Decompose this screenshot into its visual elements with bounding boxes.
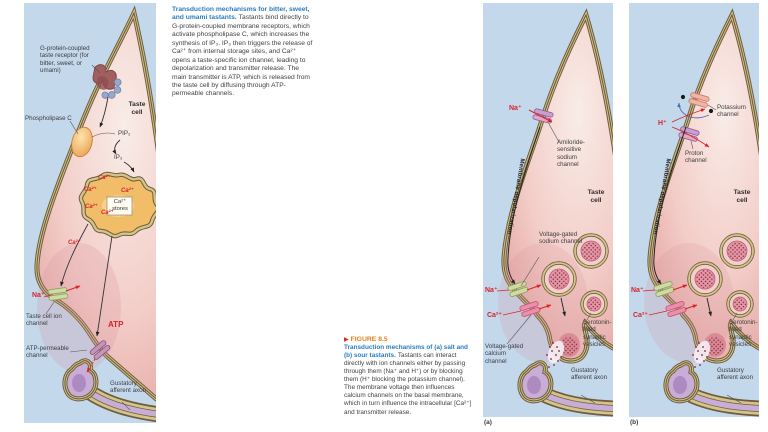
vg-calcium-channel-label: Voltage-gated calcium channel <box>485 343 524 365</box>
gustatory-axon-label: Gustatory afferent axon <box>110 380 147 395</box>
ca-ion-label: Ca²⁺ <box>84 187 97 193</box>
caption-title: Transduction mechanisms for bitter, sweet, and umami tastants. <box>172 6 310 22</box>
caption-figure-8-5 <box>344 336 472 417</box>
na-ion-label: Na⁺ <box>631 287 644 294</box>
pip2-label: PIP₂ <box>118 130 131 137</box>
serotonin-vesicles-label: Serotonin-filled synaptic vesicles <box>729 319 758 348</box>
potassium-ion-dot <box>709 109 713 113</box>
ca-ion-label: Ca²⁺ <box>487 312 502 319</box>
ion-channel-label: Taste cell ion channel <box>26 313 62 328</box>
figure-caption-body: Tastants can interact directly with ion channels either by passing through them (Na⁺ and H⁺) or by blocking them (H⁺ blocking the potassium channel). The membrane voltage then influences calcium channels on the basal membrane, which in turn influence the intracellular [Ca²⁺] and transmitter release. <box>344 352 472 416</box>
gustatory-axon-label: Gustatory afferent axon <box>717 367 754 382</box>
figure-caption-title: Transduction mechanisms of (a) salt and (b) sour tastants. <box>344 344 468 360</box>
taste-cell-diagram-sour <box>629 3 759 417</box>
axon-terminal-core <box>72 374 86 392</box>
taste-cell-label: Taste cell <box>587 189 605 204</box>
na-ion-label-apical: Na⁺ <box>509 105 522 112</box>
caption-text <box>172 6 313 99</box>
gustatory-axon-label: Gustatory afferent axon <box>571 367 608 382</box>
serotonin-vesicles-label: Serotonin-filled synaptic vesicles <box>583 319 612 348</box>
ca-stores-box-label: Ca²⁺ stores <box>112 199 128 213</box>
h-ion-label: H⁺ <box>658 120 667 127</box>
ca-ion-label: Ca²⁺ <box>633 312 648 319</box>
na-ion-label-basal: Na⁺ <box>485 287 498 294</box>
membrane-depolarization-label: Membrane depolarization <box>505 157 525 235</box>
panel-bitter-sweet-umami <box>24 3 156 423</box>
figure-caption-text <box>344 344 472 417</box>
figure-number <box>344 336 472 343</box>
ca-ion-label: Ca²⁺ <box>121 188 134 194</box>
ip3-label: IP₃ <box>114 154 123 161</box>
vg-sodium-channel-label: Voltage-gated sodium channel <box>539 231 583 246</box>
atp-label: ATP <box>108 320 124 329</box>
caption-body: Tastants bind directly to G-protein-coupled membrane receptors, which activate phospholipase C, which increases the synthesis of IP₃. IP₃ then triggers the release of Ca²⁺ from internal storage sites, and Ca²⁺ opens a taste-specific ion channel, leading to depolarization and transmitter release. The main transmitter is ATP, which is released from the taste cell by diffusing through ATP-permeable channels. <box>172 14 313 98</box>
taste-cell-label: Taste cell <box>733 189 751 204</box>
ca-ion-label: Ca²⁺ <box>101 210 114 216</box>
na-ion-label: Na⁺ <box>32 292 45 299</box>
figure-label: FIGURE 8.5 <box>350 336 388 343</box>
gpcr-receptor-label: G-protein-coupled taste receptor (for bitter, sweet, or umami) <box>40 45 90 74</box>
potassium-ion-dot <box>681 95 685 99</box>
atp-channel-label: ATP-permeable channel <box>26 345 69 360</box>
taste-cell-label: Taste cell <box>128 101 146 116</box>
figure-marker-icon: ▶ <box>344 337 349 343</box>
caption-bitter-sweet-umami <box>172 6 313 99</box>
phospholipase-c-label: Phospholipase C <box>25 115 72 122</box>
panel-sour-transduction <box>629 3 759 417</box>
panel-b-tag: (b) <box>630 419 639 426</box>
panel-a-tag: (a) <box>484 419 492 426</box>
potassium-channel-label: Potassium channel <box>717 104 746 119</box>
amiloride-channel-label: Amiloride-sensitive sodium channel <box>557 139 585 168</box>
membrane-depolarization-label: Membrane depolarization <box>651 157 671 235</box>
panel-salt-transduction <box>483 3 613 417</box>
ca-ion-label: Ca²⁺ <box>98 175 111 181</box>
ca-ion-label: Ca²⁺ <box>85 204 98 210</box>
ca-ion-label: Ca²⁺ <box>68 240 81 246</box>
proton-channel-label: Proton channel <box>685 150 707 165</box>
